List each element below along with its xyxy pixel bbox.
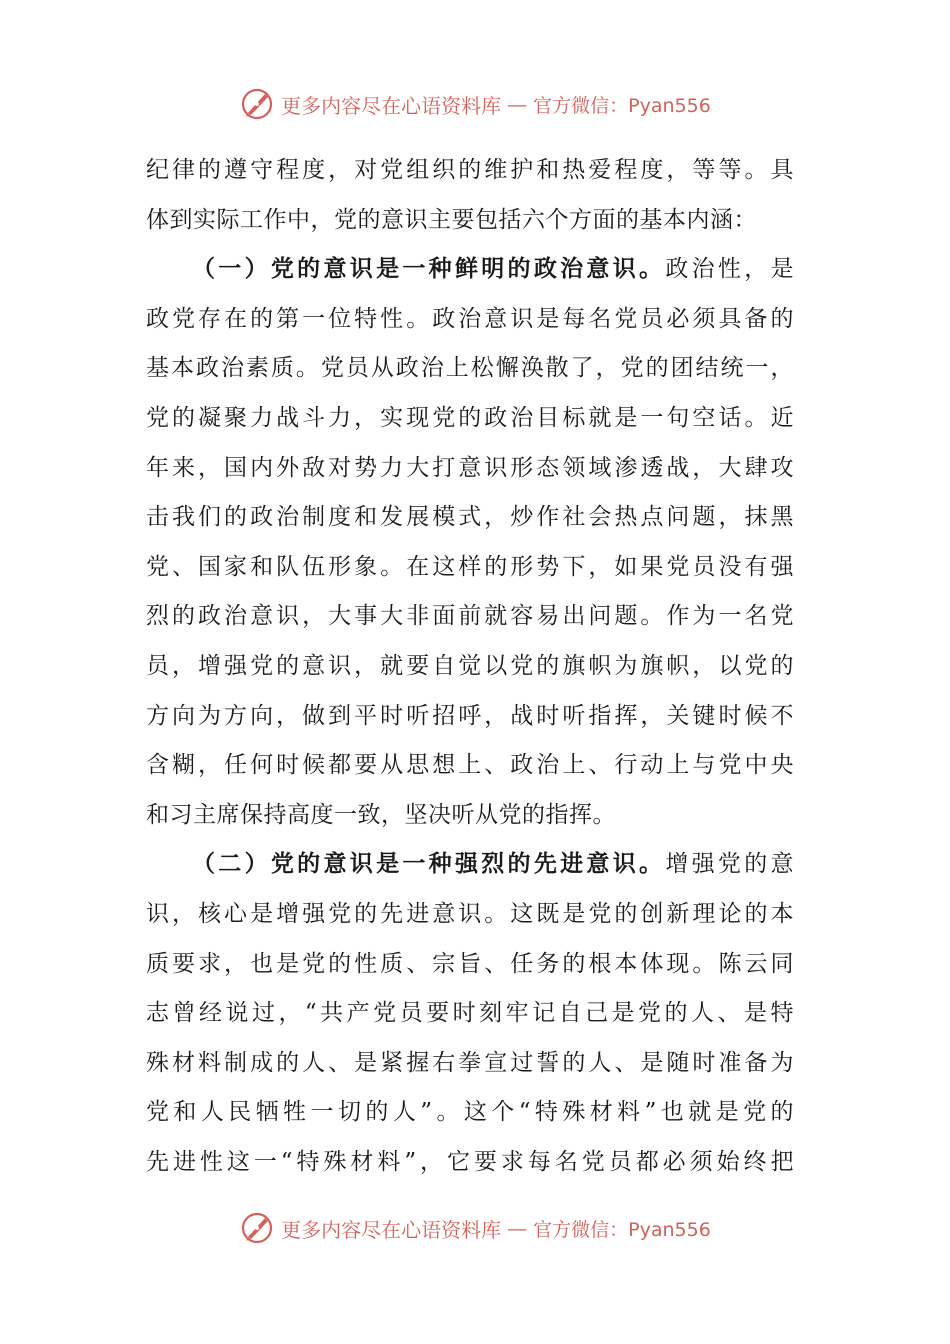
watermark-separator: —: [507, 92, 528, 116]
pen-circle-logo-icon: [239, 1210, 275, 1246]
watermark-text: 更多内容尽在心语资料库: [281, 93, 502, 118]
text-span: 增强党的意: [665, 851, 795, 878]
text-line: 年来，国内外敌对势力大打意识形态领域渗透战，大肆攻: [146, 454, 794, 481]
watermark-wechat: 官方微信：Pyan556: [533, 1218, 711, 1241]
watermark-wechat: 官方微信：Pyan556: [533, 94, 711, 117]
text-line: 志曾经说过，“共产党员要时刻牢记自己是党的人、是特: [146, 1000, 794, 1027]
text-line: 员，增强党的意识，就要自觉以党的旗帜为旗帜，以党的: [146, 652, 794, 679]
text-line: 识，核心是增强党的先进意识。这既是党的创新理论的本: [146, 900, 794, 927]
text-line: 基本政治素质。党员从政治上松懈涣散了，党的团结统一，: [146, 355, 794, 382]
watermark-header: [0, 84, 950, 124]
text-line: 党的凝聚力战斗力，实现党的政治目标就是一句空话。近: [146, 404, 794, 431]
watermark-separator: —: [507, 1216, 528, 1240]
section-heading: （一）党的意识是一种鲜明的政治意识。: [192, 256, 666, 283]
document-body: [146, 146, 794, 1187]
text-line: 和习主席保持高度一致，坚决听从党的指挥。: [146, 801, 616, 828]
text-line: 纪律的遵守程度，对党组织的维护和热爱程度，等等。具: [146, 157, 794, 183]
text-line: 党、国家和队伍形象。在这样的形势下，如果党员没有强: [146, 553, 794, 580]
text-line: 政党存在的第一位特性。政治意识是每名党员必须具备的: [146, 305, 794, 332]
text-line: 方向为方向，做到平时听招呼，战时听指挥，关键时候不: [146, 702, 794, 729]
text-line: 党和人民牺牲一切的人”。这个“特殊材料”也就是党的: [146, 1099, 794, 1126]
text-line: 击我们的政治制度和发展模式，炒作社会热点问题，抹黑: [146, 504, 794, 531]
text-span: 政治性，是: [665, 256, 795, 283]
section-heading-line: [146, 245, 794, 295]
section-heading: （二）党的意识是一种强烈的先进意识。: [192, 851, 666, 878]
text-line: 先进性这一“特殊材料”，它要求每名党员都必须始终把: [146, 1148, 794, 1175]
watermark-text: 更多内容尽在心语资料库: [281, 1217, 502, 1242]
pen-circle-logo-icon: [239, 86, 275, 122]
text-line: 烈的政治意识，大事大非面前就容易出问题。作为一名党: [146, 603, 794, 630]
section-heading-line: [146, 840, 794, 890]
text-line: 质要求，也是党的性质、宗旨、任务的根本体现。陈云同: [146, 950, 794, 977]
text-line: 体到实际工作中，党的意识主要包括六个方面的基本内涵：: [146, 206, 757, 233]
watermark-footer: [0, 1208, 950, 1248]
text-line: 含糊，任何时候都要从思想上、政治上、行动上与党中央: [146, 752, 794, 779]
text-line: 殊材料制成的人、是紧握右拳宣过誓的人、是随时准备为: [146, 1049, 794, 1076]
